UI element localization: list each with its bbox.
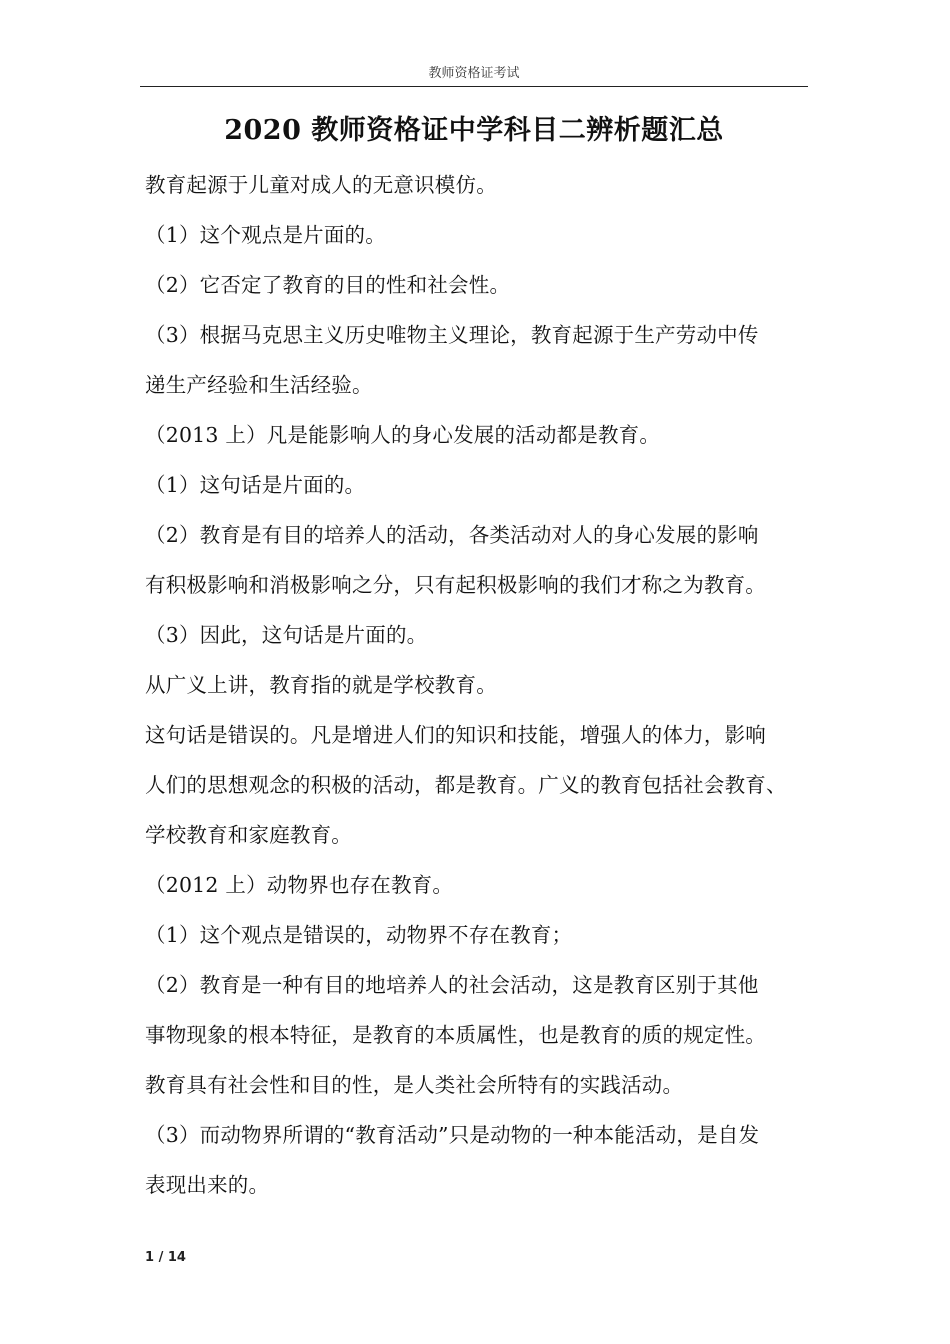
document-title: 2020 教师资格证中学科目二辨析题汇总 [224, 115, 724, 146]
paragraph: 人们的思想观念的积极的活动，都是教育。广义的教育包括社会教育、 [145, 773, 787, 797]
paragraph: 从广义上讲，教育指的就是学校教育。 [145, 673, 497, 697]
document-body [145, 160, 809, 1210]
paragraph: （1）这句话是片面的。 [145, 473, 366, 497]
paragraph: （2013 上）凡是能影响人的身心发展的活动都是教育。 [145, 423, 661, 447]
paragraph: 这句话是错误的。凡是增进人们的知识和技能，增强人的体力，影响 [145, 723, 766, 747]
paragraph: 表现出来的。 [145, 1173, 270, 1197]
paragraph: （2）教育是一种有目的地培养人的社会活动，这是教育区别于其他 [145, 973, 759, 997]
paragraph: 教育具有社会性和目的性，是人类社会所特有的实践活动。 [145, 1073, 684, 1097]
page-header: 教师资格证考试 [428, 66, 520, 81]
paragraph: 有积极影响和消极影响之分，只有起积极影响的我们才称之为教育。 [145, 573, 766, 597]
paragraph: 递生产经验和生活经验。 [145, 373, 373, 397]
page-number: 1 / 14 [145, 1250, 186, 1265]
paragraph: （2012 上）动物界也存在教育。 [145, 873, 454, 897]
paragraph: （1）这个观点是片面的。 [145, 223, 386, 247]
paragraph: （3）根据马克思主义历史唯物主义理论，教育起源于生产劳动中传 [145, 323, 759, 347]
paragraph: （2）它否定了教育的目的性和社会性。 [145, 273, 511, 297]
paragraph: （2）教育是有目的培养人的活动，各类活动对人的身心发展的影响 [145, 523, 759, 547]
paragraph: （3）因此，这句话是片面的。 [145, 623, 428, 647]
header-divider [140, 86, 808, 87]
paragraph: （1）这个观点是错误的，动物界不存在教育； [145, 923, 573, 947]
paragraph: 学校教育和家庭教育。 [145, 823, 352, 847]
paragraph: 事物现象的根本特征，是教育的本质属性，也是教育的质的规定性。 [145, 1023, 766, 1047]
paragraph: 教育起源于儿童对成人的无意识模仿。 [145, 173, 497, 197]
paragraph: （3）而动物界所谓的“教育活动”只是动物的一种本能活动，是自发 [145, 1123, 760, 1147]
